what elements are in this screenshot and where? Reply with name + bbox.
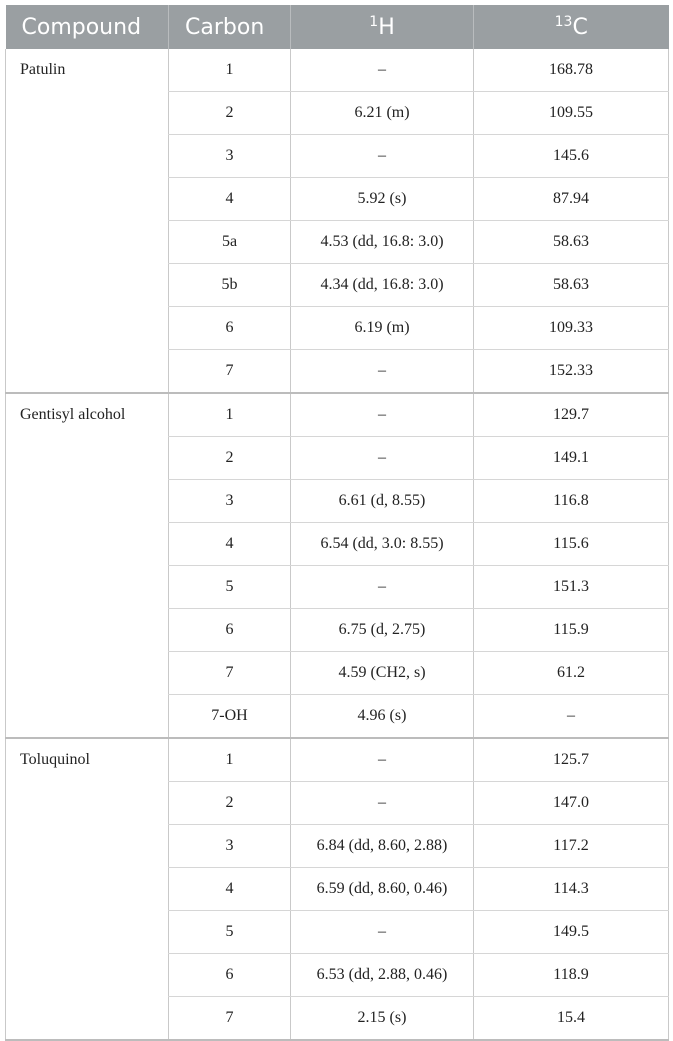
nmr-table-container (5, 5, 668, 1041)
h1-shift-cell: 4.53 (dd, 16.8: 3.0) (291, 221, 474, 264)
header-1h (291, 5, 474, 49)
header-13c-superscript: 13 (554, 13, 573, 30)
c13-shift-cell: 145.6 (474, 135, 669, 178)
c13-shift-cell: 109.55 (474, 92, 669, 135)
h1-shift-cell: 6.59 (dd, 8.60, 0.46) (291, 868, 474, 911)
h1-shift-cell: – (291, 437, 474, 480)
carbon-cell: 1 (169, 738, 291, 782)
c13-shift-cell: 149.5 (474, 911, 669, 954)
h1-shift-cell: 5.92 (s) (291, 178, 474, 221)
h1-shift-cell: 6.54 (dd, 3.0: 8.55) (291, 523, 474, 566)
carbon-cell: 7 (169, 652, 291, 695)
carbon-cell: 1 (169, 393, 291, 437)
carbon-cell: 6 (169, 307, 291, 350)
c13-shift-cell: 117.2 (474, 825, 669, 868)
h1-shift-cell: – (291, 782, 474, 825)
h1-shift-cell: 6.61 (d, 8.55) (291, 480, 474, 523)
carbon-cell: 3 (169, 825, 291, 868)
c13-shift-cell: 58.63 (474, 221, 669, 264)
c13-shift-cell: 151.3 (474, 566, 669, 609)
carbon-cell: 3 (169, 135, 291, 178)
carbon-cell: 5b (169, 264, 291, 307)
h1-shift-cell: 4.34 (dd, 16.8: 3.0) (291, 264, 474, 307)
c13-shift-cell: 114.3 (474, 868, 669, 911)
compound-cell: Toluquinol (6, 738, 169, 1040)
h1-shift-cell: 6.21 (m) (291, 92, 474, 135)
compound-cell: Patulin (6, 49, 169, 393)
c13-shift-cell: 15.4 (474, 997, 669, 1041)
header-1h-label: H (378, 14, 395, 40)
h1-shift-cell: 6.19 (m) (291, 307, 474, 350)
carbon-cell: 5 (169, 566, 291, 609)
c13-shift-cell: 168.78 (474, 49, 669, 92)
c13-shift-cell: 147.0 (474, 782, 669, 825)
header-compound: Compound (6, 5, 169, 49)
carbon-cell: 5a (169, 221, 291, 264)
compound-cell: Gentisyl alcohol (6, 393, 169, 738)
table-body (6, 49, 669, 1040)
header-13c-label: C (572, 14, 588, 40)
h1-shift-cell: 6.75 (d, 2.75) (291, 609, 474, 652)
carbon-cell: 1 (169, 49, 291, 92)
c13-shift-cell: 87.94 (474, 178, 669, 221)
c13-shift-cell: – (474, 695, 669, 739)
carbon-cell: 7-OH (169, 695, 291, 739)
carbon-cell: 6 (169, 954, 291, 997)
header-row (6, 5, 669, 49)
header-13c (474, 5, 669, 49)
h1-shift-cell: – (291, 566, 474, 609)
carbon-cell: 4 (169, 178, 291, 221)
c13-shift-cell: 152.33 (474, 350, 669, 394)
h1-shift-cell: – (291, 738, 474, 782)
h1-shift-cell: 2.15 (s) (291, 997, 474, 1041)
carbon-cell: 2 (169, 782, 291, 825)
carbon-cell: 6 (169, 609, 291, 652)
header-carbon: Carbon (169, 5, 291, 49)
carbon-cell: 2 (169, 92, 291, 135)
c13-shift-cell: 109.33 (474, 307, 669, 350)
h1-shift-cell: – (291, 350, 474, 394)
table-row (6, 393, 669, 437)
h1-shift-cell: – (291, 393, 474, 437)
c13-shift-cell: 61.2 (474, 652, 669, 695)
h1-shift-cell: – (291, 911, 474, 954)
h1-shift-cell: 4.59 (CH2, s) (291, 652, 474, 695)
c13-shift-cell: 58.63 (474, 264, 669, 307)
table-header (6, 5, 669, 49)
h1-shift-cell: 4.96 (s) (291, 695, 474, 739)
h1-shift-cell: – (291, 49, 474, 92)
h1-shift-cell: 6.53 (dd, 2.88, 0.46) (291, 954, 474, 997)
c13-shift-cell: 115.6 (474, 523, 669, 566)
carbon-cell: 2 (169, 437, 291, 480)
h1-shift-cell: – (291, 135, 474, 178)
c13-shift-cell: 116.8 (474, 480, 669, 523)
carbon-cell: 7 (169, 350, 291, 394)
nmr-data-table (5, 5, 669, 1041)
table-row (6, 738, 669, 782)
carbon-cell: 3 (169, 480, 291, 523)
table-row (6, 49, 669, 92)
c13-shift-cell: 115.9 (474, 609, 669, 652)
header-1h-superscript: 1 (369, 13, 379, 30)
carbon-cell: 4 (169, 523, 291, 566)
carbon-cell: 7 (169, 997, 291, 1041)
carbon-cell: 4 (169, 868, 291, 911)
h1-shift-cell: 6.84 (dd, 8.60, 2.88) (291, 825, 474, 868)
c13-shift-cell: 125.7 (474, 738, 669, 782)
c13-shift-cell: 129.7 (474, 393, 669, 437)
carbon-cell: 5 (169, 911, 291, 954)
c13-shift-cell: 149.1 (474, 437, 669, 480)
c13-shift-cell: 118.9 (474, 954, 669, 997)
